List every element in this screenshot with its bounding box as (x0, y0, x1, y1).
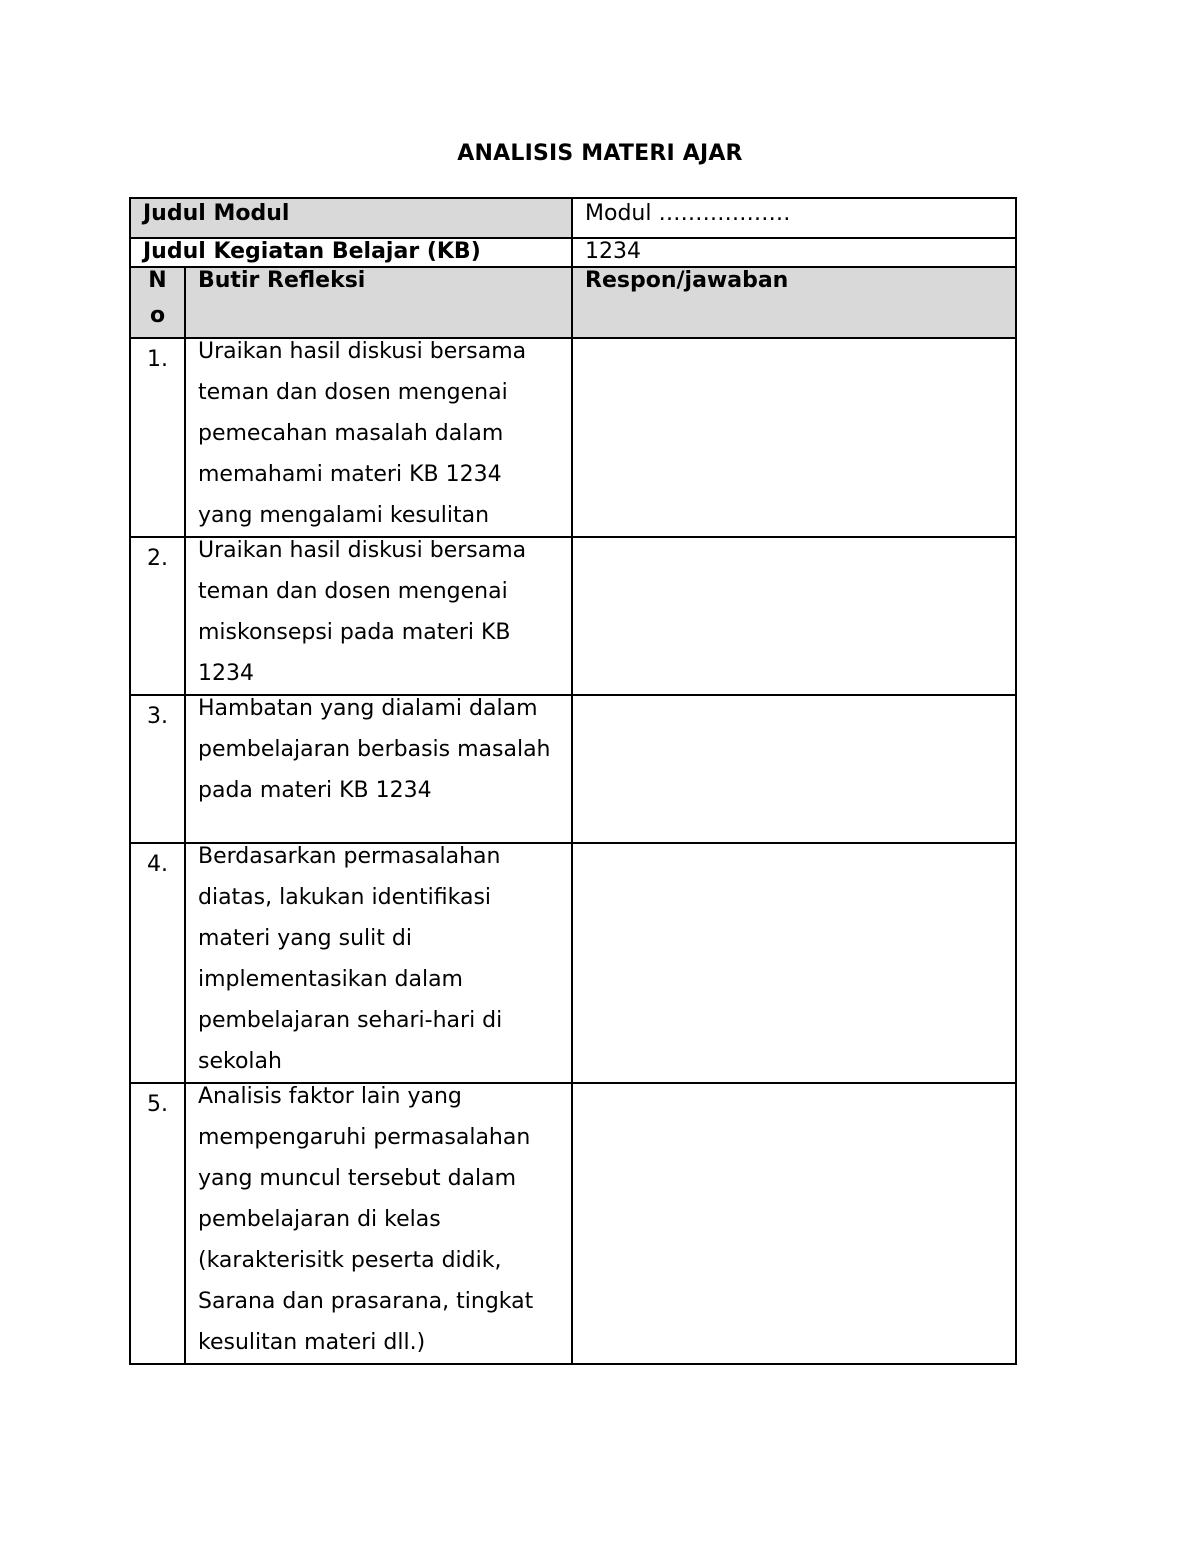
page-title: ANALISIS MATERI AJAR (457, 141, 743, 166)
row-respon[interactable] (572, 843, 1016, 1083)
row-butir-text: Uraikan hasil diskusi bersama teman dan dosen mengenai pemecahan masalah dalam memahami materi KB 1234 yang mengalami kesulitan (198, 339, 527, 528)
row-butir (185, 843, 572, 1083)
row-butir-text: Berdasarkan permasalahan diatas, lakukan identifikasi materi yang sulit di implementasikan dalam pembelajaran sehari-hari di sekolah (198, 844, 503, 1074)
column-header-no-line1: N (148, 268, 167, 293)
table-row (130, 695, 1016, 843)
column-header-no-line2: o (149, 303, 166, 328)
row-respon[interactable] (572, 695, 1016, 843)
table-row (130, 338, 1016, 537)
row-butir-text: Hambatan yang dialami dalam pembelajaran berbasis masalah pada materi KB 1234 (198, 696, 551, 803)
row-butir (185, 537, 572, 695)
column-header-butir: Butir Refleksi (185, 267, 572, 338)
row-butir (185, 1083, 572, 1364)
row-butir (185, 338, 572, 537)
row-number: 2. (130, 537, 185, 695)
table-row (130, 1083, 1016, 1364)
table-row (130, 537, 1016, 695)
row-respon[interactable] (572, 1083, 1016, 1364)
judul-modul-label: Judul Modul (130, 198, 572, 238)
column-header-no (130, 267, 185, 338)
row-number: 1. (130, 338, 185, 537)
row-number: 3. (130, 695, 185, 843)
row-butir-text: Analisis faktor lain yang mempengaruhi permasalahan yang muncul tersebut dalam pembelajaran di kelas (karakterisitk peserta didik, Sarana dan prasarana, tingkat kesulitan materi dll.) (198, 1084, 534, 1355)
row-respon[interactable] (572, 338, 1016, 537)
row-number: 5. (130, 1083, 185, 1364)
judul-kb-row (130, 238, 1016, 267)
judul-kb-label: Judul Kegiatan Belajar (KB) (130, 238, 572, 267)
analysis-table (129, 197, 1017, 1365)
judul-kb-value[interactable]: 1234 (572, 238, 1016, 267)
table-row (130, 843, 1016, 1083)
row-butir (185, 695, 572, 843)
column-header-row (130, 267, 1016, 338)
column-header-respon: Respon/jawaban (572, 267, 1016, 338)
row-butir-text: Uraikan hasil diskusi bersama teman dan dosen mengenai miskonsepsi pada materi KB 1234 (198, 538, 527, 686)
judul-modul-row (130, 198, 1016, 238)
row-respon[interactable] (572, 537, 1016, 695)
row-number: 4. (130, 843, 185, 1083)
judul-modul-value[interactable]: Modul ……………… (572, 198, 1016, 238)
